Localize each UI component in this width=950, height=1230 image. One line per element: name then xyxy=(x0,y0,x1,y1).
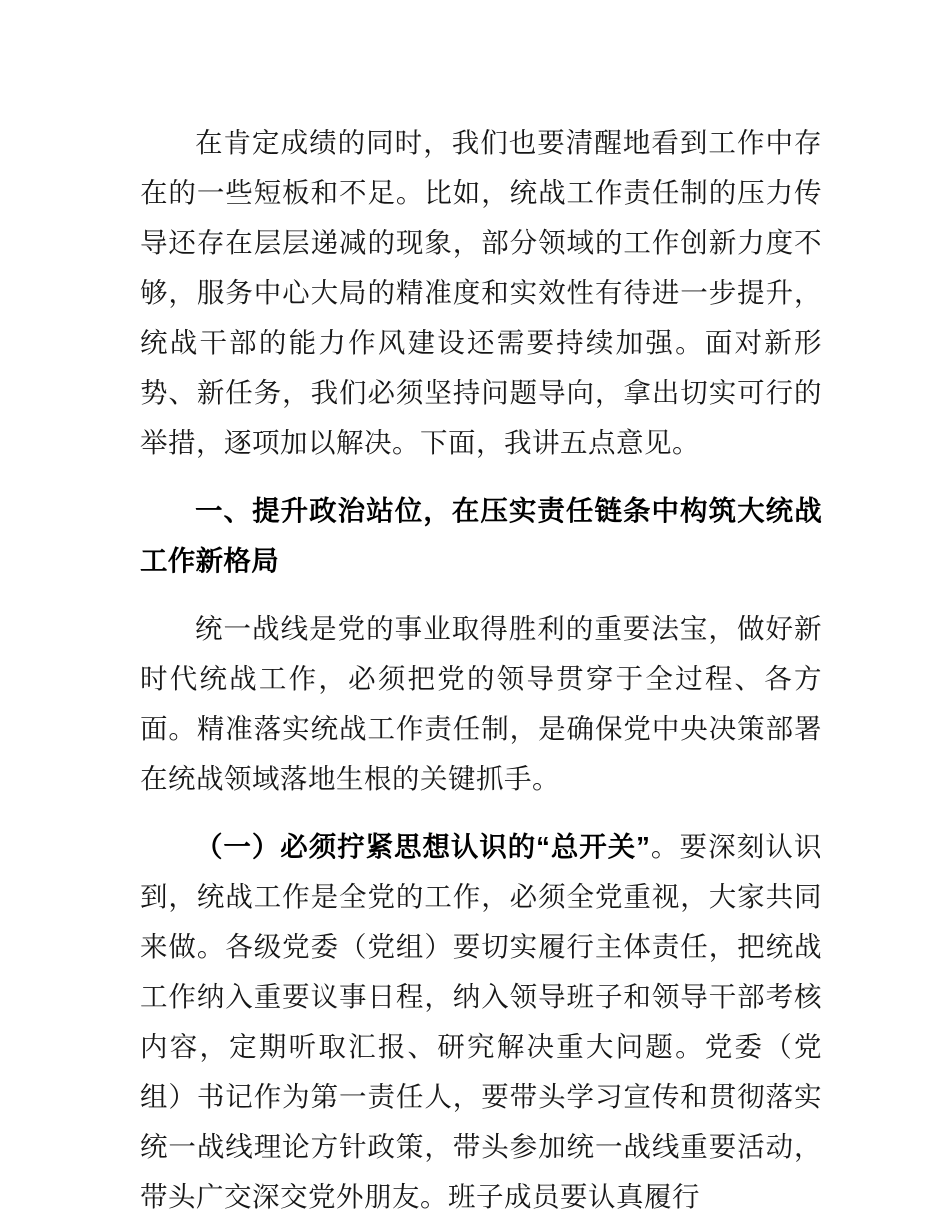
paragraph-united-front-treasure: 统一战线是党的事业取得胜利的重要法宝，做好新时代统战工作，必须把党的领导贯穿于全过程、各方面。精准落实统战工作责任制，是确保党中央决策部署在统战领域落地生根的关键抓手。 xyxy=(140,613,822,795)
subsection-one-lead-in: （一）必须拧紧思想认识的“总开关” xyxy=(195,831,651,862)
paragraph-shortcomings: 在肯定成绩的同时，我们也要清醒地看到工作中存在的一些短板和不足。比如，统战工作责任制的压力传导还存在层层递减的现象，部分领域的工作创新力度不够，服务中心大局的精准度和实效性有待进一步提升，统战干部的能力作风建设还需要持续加强。面对新形势、新任务，我们必须坚持问题导向，拿出切实可行的举措，逐项加以解决。下面，我讲五点意见。 xyxy=(140,127,822,459)
heading-section-one: 一、提升政治站位，在压实责任链条中构筑大统战工作新格局 xyxy=(140,495,822,576)
paragraph-subsection-one xyxy=(140,822,822,1222)
subsection-one-body: 。要深刻认识到，统战工作是全党的工作，必须全党重视，大家共同来做。各级党委（党组）要切实履行主体责任，把统战工作纳入重要议事日程，纳入领导班子和领导干部考核内容，定期听取汇报、研究解决重大问题。党委（党组）书记作为第一责任人，要带头学习宣传和贯彻落实统一战线理论方针政策，带头参加统一战线重要活动，带头广交深交党外朋友。班子成员要认真履行 xyxy=(140,831,822,1213)
bottom-spacer xyxy=(140,1222,822,1228)
page-text-column xyxy=(140,118,822,1228)
